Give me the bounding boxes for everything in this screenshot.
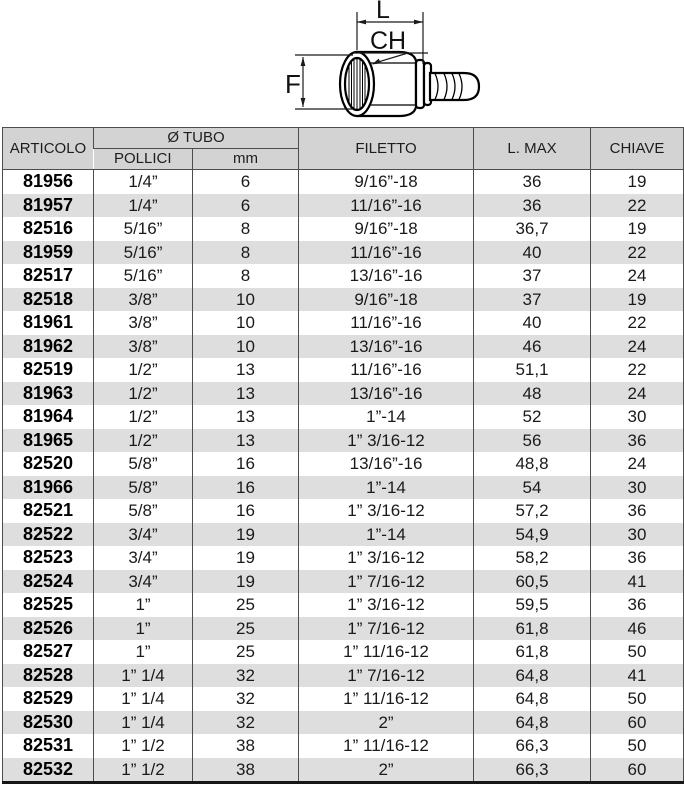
table-cell: 1” 11/16-12	[299, 640, 474, 664]
table-cell: 59,5	[474, 593, 591, 617]
cell-articolo: 82523	[3, 546, 94, 570]
table-cell: 5/16”	[94, 217, 193, 241]
table-cell: 25	[193, 640, 299, 664]
table-cell: 5/8”	[94, 499, 193, 523]
table-cell: 50	[591, 640, 684, 664]
table-cell: 46	[591, 617, 684, 641]
table-cell: 64,8	[474, 711, 591, 735]
table-cell: 3/8”	[94, 335, 193, 359]
table-cell: 19	[193, 570, 299, 594]
table-cell: 13/16”-16	[299, 335, 474, 359]
table-cell: 36	[591, 593, 684, 617]
table-cell: 13	[193, 382, 299, 406]
cell-articolo: 82526	[3, 617, 94, 641]
table-cell: 48	[474, 382, 591, 406]
table-row	[3, 452, 684, 476]
table-cell: 36	[474, 170, 591, 194]
cell-articolo: 81961	[3, 311, 94, 335]
cell-articolo: 82518	[3, 288, 94, 312]
table-cell: 1” 7/16-12	[299, 570, 474, 594]
table-row	[3, 593, 684, 617]
col-header-articolo: ARTICOLO	[3, 128, 94, 170]
table-cell: 1/2”	[94, 382, 193, 406]
table-cell: 13/16”-16	[299, 452, 474, 476]
table-cell: 19	[591, 170, 684, 194]
table-row	[3, 335, 684, 359]
cell-articolo: 81962	[3, 335, 94, 359]
col-header-filetto: FILETTO	[299, 128, 474, 170]
table-row	[3, 711, 684, 735]
dim-length-label: L	[376, 0, 390, 24]
table-row	[3, 264, 684, 288]
table-cell: 13	[193, 358, 299, 382]
table-cell: 16	[193, 452, 299, 476]
table-cell: 1/2”	[94, 429, 193, 453]
cell-articolo: 82529	[3, 687, 94, 711]
table-cell: 66,3	[474, 758, 591, 783]
table-row	[3, 382, 684, 406]
table-cell: 1”	[94, 640, 193, 664]
table-cell: 8	[193, 217, 299, 241]
table-cell: 1”	[94, 593, 193, 617]
dim-L-arrow-right	[414, 20, 423, 25]
table-cell: 48,8	[474, 452, 591, 476]
cell-articolo: 81963	[3, 382, 94, 406]
table-cell: 32	[193, 711, 299, 735]
table-cell: 37	[474, 288, 591, 312]
table-cell: 1/4”	[94, 170, 193, 194]
table-cell: 30	[591, 405, 684, 429]
table-cell: 10	[193, 288, 299, 312]
table-cell: 51,1	[474, 358, 591, 382]
table-cell: 46	[474, 335, 591, 359]
table-row	[3, 194, 684, 218]
cell-articolo: 81957	[3, 194, 94, 218]
table-row	[3, 170, 684, 194]
cell-articolo: 81959	[3, 241, 94, 265]
table-cell: 1” 1/2	[94, 758, 193, 783]
table-row	[3, 241, 684, 265]
table-cell: 25	[193, 593, 299, 617]
table-cell: 52	[474, 405, 591, 429]
cell-articolo: 82527	[3, 640, 94, 664]
table-cell: 60,5	[474, 570, 591, 594]
table-cell: 54,9	[474, 523, 591, 547]
table-cell: 8	[193, 264, 299, 288]
table-cell: 13	[193, 405, 299, 429]
cell-articolo: 82517	[3, 264, 94, 288]
table-cell: 30	[591, 523, 684, 547]
col-header-lmax: L. MAX	[474, 128, 591, 170]
cell-articolo: 82524	[3, 570, 94, 594]
table-cell: 40	[474, 241, 591, 265]
table-cell: 32	[193, 687, 299, 711]
table-cell: 40	[474, 311, 591, 335]
table-cell: 50	[591, 734, 684, 758]
cell-articolo: 82525	[3, 593, 94, 617]
table-cell: 57,2	[474, 499, 591, 523]
table-row	[3, 687, 684, 711]
table-cell: 24	[591, 264, 684, 288]
table-cell: 30	[591, 476, 684, 500]
table-cell: 22	[591, 311, 684, 335]
table-row	[3, 405, 684, 429]
table-cell: 64,8	[474, 664, 591, 688]
table-cell: 36	[591, 429, 684, 453]
cell-articolo: 82520	[3, 452, 94, 476]
table-cell: 36	[474, 194, 591, 218]
table-cell: 16	[193, 476, 299, 500]
cell-articolo: 82521	[3, 499, 94, 523]
table-row	[3, 217, 684, 241]
table-cell: 9/16”-18	[299, 288, 474, 312]
table-cell: 11/16”-16	[299, 311, 474, 335]
cell-articolo: 82519	[3, 358, 94, 382]
table-cell: 1” 7/16-12	[299, 664, 474, 688]
table-cell: 11/16”-16	[299, 194, 474, 218]
table-cell: 1” 3/16-12	[299, 546, 474, 570]
table-cell: 22	[591, 194, 684, 218]
table-cell: 22	[591, 241, 684, 265]
table-cell: 41	[591, 570, 684, 594]
specs-table	[2, 127, 684, 784]
table-cell: 36	[591, 546, 684, 570]
table-cell: 1” 1/4	[94, 664, 193, 688]
table-cell: 36,7	[474, 217, 591, 241]
cell-articolo: 82522	[3, 523, 94, 547]
table-cell: 3/8”	[94, 288, 193, 312]
thread-hatching	[349, 58, 365, 110]
table-cell: 66,3	[474, 734, 591, 758]
table-cell: 19	[193, 523, 299, 547]
table-cell: 64,8	[474, 687, 591, 711]
table-cell: 1” 3/16-12	[299, 429, 474, 453]
table-cell: 5/16”	[94, 241, 193, 265]
table-cell: 16	[193, 499, 299, 523]
table-cell: 11/16”-16	[299, 241, 474, 265]
table-cell: 1” 3/16-12	[299, 593, 474, 617]
table-cell: 19	[591, 217, 684, 241]
table-cell: 2”	[299, 711, 474, 735]
table-cell: 50	[591, 687, 684, 711]
table-row	[3, 476, 684, 500]
table-cell: 1” 7/16-12	[299, 617, 474, 641]
col-header-mm: mm	[193, 149, 299, 170]
col-header-chiave: CHIAVE	[591, 128, 684, 170]
table-cell: 2”	[299, 758, 474, 783]
table-cell: 1”-14	[299, 523, 474, 547]
table-row	[3, 429, 684, 453]
cell-articolo: 81965	[3, 429, 94, 453]
table-cell: 9/16”-18	[299, 170, 474, 194]
table-cell: 1” 11/16-12	[299, 687, 474, 711]
table-cell: 1” 1/4	[94, 711, 193, 735]
table-cell: 6	[193, 194, 299, 218]
table-cell: 1”-14	[299, 405, 474, 429]
col-header-pollici: POLLICI	[94, 149, 193, 170]
table-row	[3, 734, 684, 758]
table-cell: 41	[591, 664, 684, 688]
table-row	[3, 311, 684, 335]
table-cell: 1” 1/2	[94, 734, 193, 758]
table-cell: 6	[193, 170, 299, 194]
table-cell: 36	[591, 499, 684, 523]
cell-articolo: 81966	[3, 476, 94, 500]
cell-articolo: 82530	[3, 711, 94, 735]
table-cell: 61,8	[474, 617, 591, 641]
table-cell: 3/4”	[94, 570, 193, 594]
cell-articolo: 82531	[3, 734, 94, 758]
table-row	[3, 664, 684, 688]
table-cell: 24	[591, 382, 684, 406]
table-cell: 1” 11/16-12	[299, 734, 474, 758]
table-cell: 19	[591, 288, 684, 312]
table-cell: 10	[193, 311, 299, 335]
table-cell: 1/4”	[94, 194, 193, 218]
table-header	[3, 128, 684, 170]
table-cell: 1”-14	[299, 476, 474, 500]
table-cell: 1/2”	[94, 358, 193, 382]
table-body	[3, 170, 684, 783]
table-row	[3, 546, 684, 570]
table-cell: 25	[193, 617, 299, 641]
dim-wrench-label: CH	[369, 27, 407, 55]
table-cell: 9/16”-18	[299, 217, 474, 241]
table-cell: 24	[591, 452, 684, 476]
table-cell: 1” 1/4	[94, 687, 193, 711]
table-row	[3, 640, 684, 664]
table-cell: 13/16”-16	[299, 264, 474, 288]
table-cell: 5/16”	[94, 264, 193, 288]
table-cell: 11/16”-16	[299, 358, 474, 382]
collar-washer	[416, 60, 424, 108]
table-cell: 37	[474, 264, 591, 288]
table-cell: 60	[591, 711, 684, 735]
table-cell: 61,8	[474, 640, 591, 664]
table-cell: 24	[591, 335, 684, 359]
cell-articolo: 82532	[3, 758, 94, 783]
table-cell: 13	[193, 429, 299, 453]
table-cell: 8	[193, 241, 299, 265]
table-row	[3, 523, 684, 547]
table-cell: 3/4”	[94, 523, 193, 547]
table-cell: 10	[193, 335, 299, 359]
table-cell: 5/8”	[94, 476, 193, 500]
table-row	[3, 570, 684, 594]
cell-articolo: 81964	[3, 405, 94, 429]
table-cell: 5/8”	[94, 452, 193, 476]
table-cell: 60	[591, 758, 684, 783]
cell-articolo: 82528	[3, 664, 94, 688]
table-cell: 19	[193, 546, 299, 570]
table-cell: 3/4”	[94, 546, 193, 570]
table-cell: 54	[474, 476, 591, 500]
table-cell: 32	[193, 664, 299, 688]
table-cell: 13/16”-16	[299, 382, 474, 406]
fitting-diagram	[283, 0, 493, 125]
table-cell: 1/2”	[94, 405, 193, 429]
dim-F-arrow-bottom	[301, 98, 306, 107]
table-row	[3, 758, 684, 783]
dim-F-arrow-top	[301, 57, 306, 66]
table-row	[3, 499, 684, 523]
table-row	[3, 358, 684, 382]
table-cell: 58,2	[474, 546, 591, 570]
table-cell: 38	[193, 758, 299, 783]
cell-articolo: 82516	[3, 217, 94, 241]
table-row	[3, 288, 684, 312]
dim-diameter-label: F	[285, 69, 301, 99]
table-cell: 38	[193, 734, 299, 758]
dim-L-arrow-left	[357, 20, 366, 25]
table-cell: 3/8”	[94, 311, 193, 335]
table-cell: 1”	[94, 617, 193, 641]
table-cell: 22	[591, 358, 684, 382]
table-row	[3, 617, 684, 641]
cell-articolo: 81956	[3, 170, 94, 194]
table-cell: 56	[474, 429, 591, 453]
col-header-tubo-group: Ø TUBO	[94, 128, 299, 149]
table-cell: 1” 3/16-12	[299, 499, 474, 523]
